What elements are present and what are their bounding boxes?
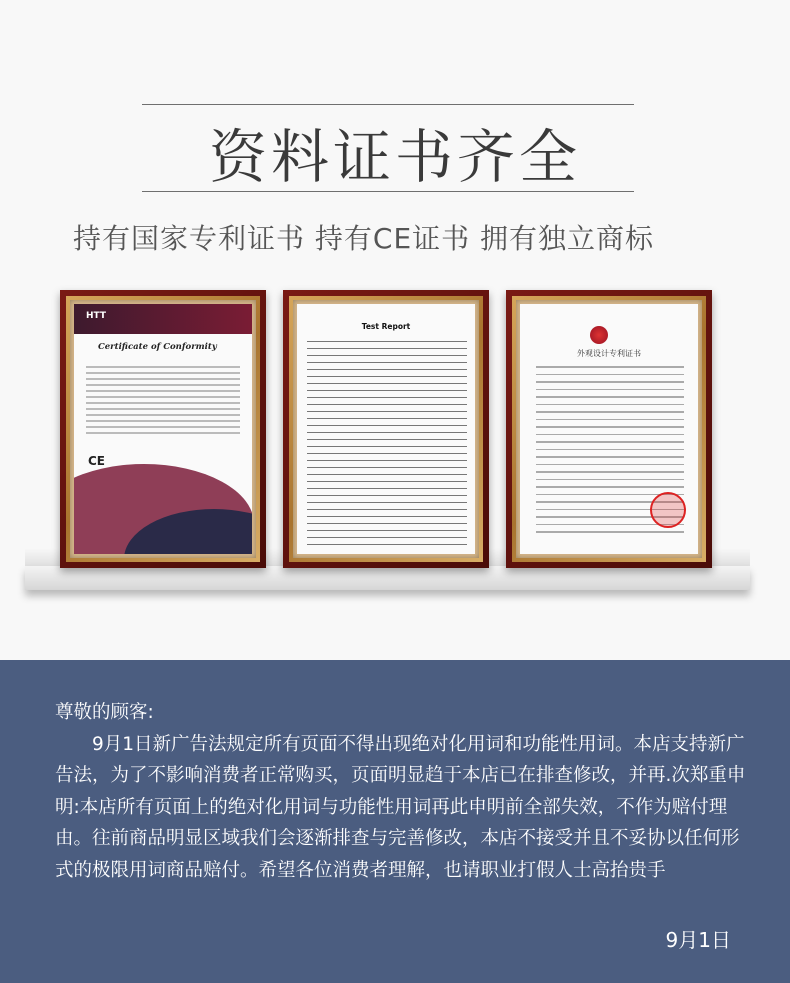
certificate-body-lines bbox=[86, 362, 240, 438]
patent-heading: 外观设计专利证书 bbox=[577, 349, 641, 358]
title-top-rule bbox=[142, 104, 634, 105]
notice-text bbox=[55, 697, 755, 886]
notice-body: 9月1日新广告法规定所有页面不得出现绝对化用词和功能性用词。本店支持新广告法，为了不影响消费者正常购买，页面明显趋于本店已在排查修改，并再.次郑重申明:本店所有页面上的绝对化用词与功能性用词再此申明前全部失效，不作为赔付理由。往前商品明显区域我们会逐渐排查与完善修改，本店不接受并且不妥协以任何形式的极限用词商品赔付。希望各位消费者理解，也请职业打假人士高抬贵手 bbox=[55, 733, 746, 881]
display-shelf bbox=[25, 566, 750, 590]
certificate-ce-document bbox=[74, 304, 252, 554]
test-report-table bbox=[307, 336, 467, 546]
test-report-document bbox=[297, 304, 475, 554]
title-bottom-rule bbox=[142, 191, 634, 192]
certificate-frame-ce bbox=[60, 290, 266, 568]
patent-document bbox=[520, 304, 698, 554]
certificate-frame-patent bbox=[506, 290, 712, 568]
certificate-frame-test-report bbox=[283, 290, 489, 568]
page-title: 资料证书齐全 bbox=[208, 123, 581, 191]
notice-date: 9月1日 bbox=[665, 928, 731, 952]
htt-logo: HTT bbox=[86, 311, 107, 321]
test-report-heading: Test Report bbox=[361, 322, 411, 331]
national-emblem-icon bbox=[590, 326, 608, 344]
notice-greeting: 尊敬的顾客: bbox=[55, 702, 154, 723]
red-seal-icon bbox=[650, 492, 686, 528]
certificate-heading: Certificate of Conformity bbox=[98, 342, 217, 352]
page-subtitle: 持有国家专利证书 持有CE证书 拥有独立商标 bbox=[73, 222, 655, 255]
customer-notice bbox=[0, 660, 790, 983]
ce-mark-icon: CE bbox=[88, 454, 106, 468]
